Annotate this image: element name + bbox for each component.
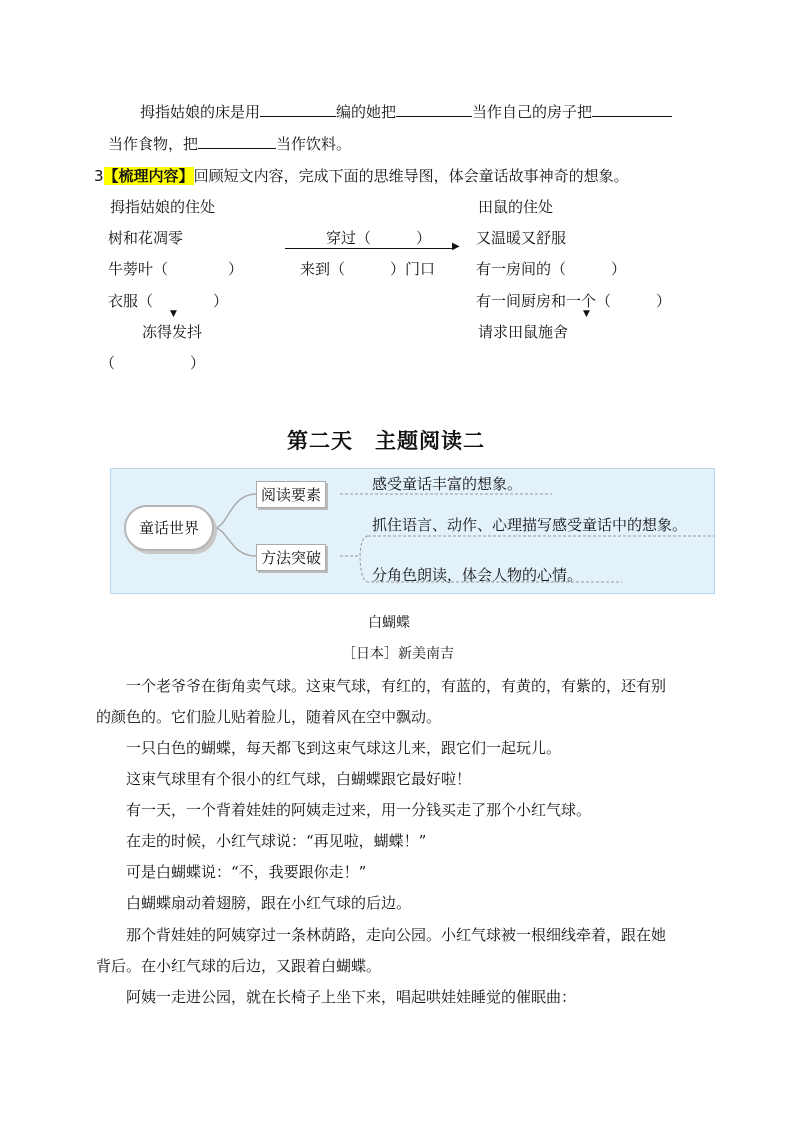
- answer-blank-2[interactable]: [396, 102, 472, 117]
- question-tag: 【梳理内容】: [103, 167, 194, 185]
- line1-text-c: 当作自己的房子把: [472, 103, 593, 121]
- left-item-2[interactable]: 牛蒡叶（ ）: [108, 260, 244, 278]
- story-author: ［日本］新美南吉: [342, 646, 454, 662]
- story-p1a: 一个老爷爷在街角卖气球。这束气球，有红的，有蓝的，有黄的，有紫的，还有别: [126, 677, 667, 695]
- line2-text-b: 当作饮料。: [276, 135, 352, 153]
- right-title: 田鼠的住处: [478, 198, 554, 216]
- answer-blank-3[interactable]: [592, 102, 672, 117]
- story-p5: 在走的时候，小红气球说：“再见啦，蝴蝶！”: [126, 832, 427, 850]
- line2-text-a: 当作食物，把: [108, 135, 199, 153]
- answer-blank-4[interactable]: [198, 134, 276, 149]
- arrow-right-icon: ▶: [452, 241, 460, 252]
- arrow-down-icon: ▼: [170, 309, 177, 319]
- question-text: 回顾短文内容，完成下面的思维导图，体会童话故事神奇的想象。: [193, 167, 629, 185]
- exercise-line-2: [108, 133, 351, 154]
- node2-text-1: 抓住语言、动作、心理描写感受童话中的想象。: [372, 516, 688, 534]
- right-item-2[interactable]: 有一房间的（ ）: [476, 260, 627, 278]
- story-p9: 阿姨一走进公园，就在长椅子上坐下来，唱起哄娃娃睡觉的催眠曲：: [126, 988, 577, 1006]
- section-title: 第二天 主题阅读二: [287, 429, 485, 453]
- story-p6: 可是白蝴蝶说：“不，我要跟你走！”: [126, 863, 367, 881]
- node-reading-elements: 阅读要素: [256, 481, 326, 508]
- story-p7: 白蝴蝶扇动着翅膀，跟在小红气球的后边。: [126, 894, 412, 912]
- line1-text-b: 编的她把: [336, 103, 397, 121]
- left-item-1: 树和花凋零: [108, 229, 184, 247]
- story-p1b: 的颜色的。它们脸儿贴着脸儿，随着风在空中飘动。: [96, 708, 442, 726]
- story-p4: 有一天，一个背着娃娃的阿姨走过来，用一分钱买走了那个小红气球。: [126, 801, 592, 819]
- left-item-3[interactable]: 衣服（ ）: [108, 292, 229, 310]
- arrow-line: [285, 248, 455, 249]
- arrow-up-icon: ▼: [583, 309, 590, 319]
- node2-text-2: 分角色朗读，体会人物的心情。: [372, 566, 583, 584]
- story-p2: 一只白色的蝴蝶，每天都飞到这束气球这儿来，跟它们一起玩儿。: [126, 739, 562, 757]
- node-method: 方法突破: [256, 544, 326, 571]
- left-item-5[interactable]: （ ）: [100, 354, 206, 372]
- mid-item-1[interactable]: 穿过（ ）: [326, 229, 432, 247]
- mid-item-2[interactable]: 来到（ ）门口: [300, 260, 436, 278]
- story-title: 白蝴蝶: [368, 615, 410, 631]
- center-node: 童话世界: [124, 505, 214, 551]
- node1-text: 感受童话丰富的想象。: [372, 475, 523, 493]
- left-title: 拇指姑娘的住处: [110, 198, 216, 216]
- answer-blank-1[interactable]: [260, 102, 336, 117]
- line1-text-a: 拇指姑娘的床是用: [140, 103, 261, 121]
- right-item-1: 又温暖又舒服: [476, 229, 567, 247]
- story-p3: 这束气球里有个很小的红气球，白蝴蝶跟它最好啦！: [126, 770, 472, 788]
- question-3: [94, 165, 629, 186]
- right-item-3[interactable]: 有一间厨房和一个（ ）: [476, 292, 672, 310]
- question-number: 3: [94, 167, 104, 185]
- exercise-line-1: [140, 101, 672, 122]
- left-item-4: 冻得发抖: [142, 323, 203, 341]
- story-p8b: 背后。在小红气球的后边，又跟着白蝴蝶。: [96, 957, 382, 975]
- right-item-4: 请求田鼠施舍: [478, 323, 569, 341]
- story-p8a: 那个背娃娃的阿姨穿过一条林荫路，走向公园。小红气球被一根细线牵着，跟在她: [126, 926, 667, 944]
